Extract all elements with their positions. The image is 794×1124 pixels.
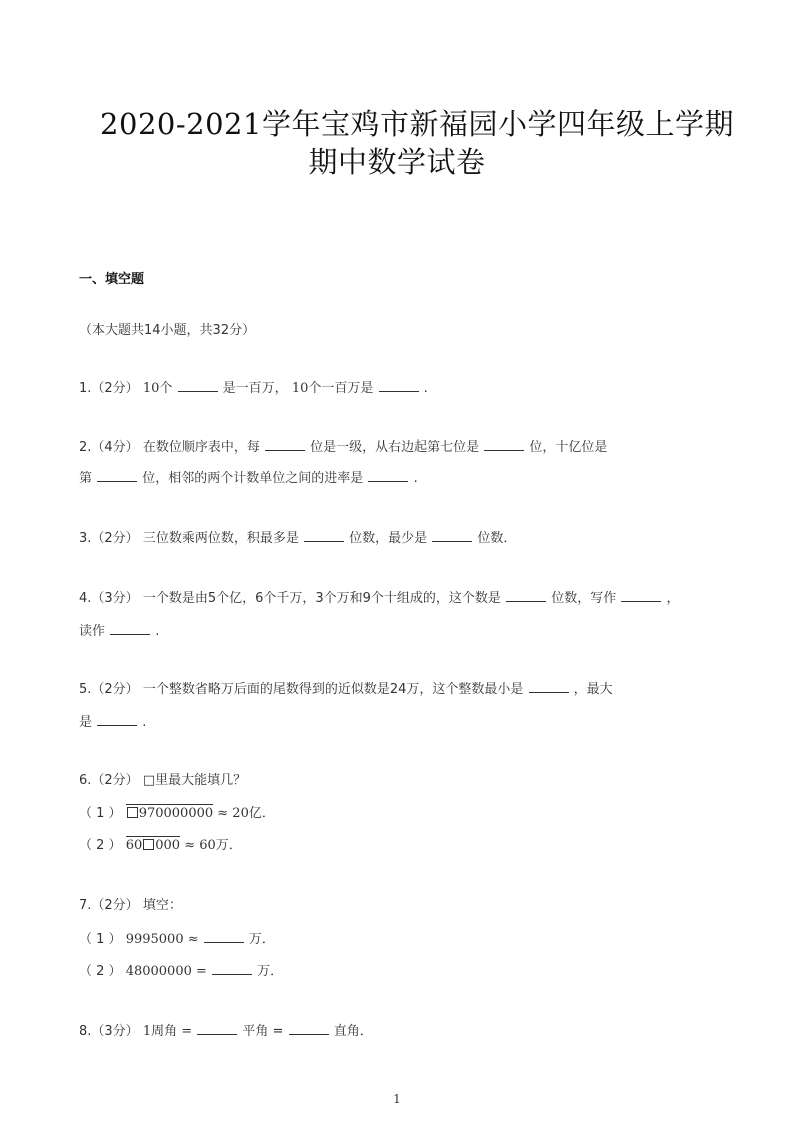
q1-text-c: 10个一百万是 bbox=[291, 381, 374, 396]
q2-text-d: 第 bbox=[79, 471, 93, 486]
q6-head: 6.（2分） bbox=[79, 773, 139, 788]
q4-blank-3[interactable] bbox=[110, 622, 150, 635]
page-number: 1 bbox=[393, 1092, 401, 1106]
answer-box-icon[interactable] bbox=[127, 807, 138, 818]
q2-text-c: 位，十亿位是 bbox=[529, 440, 608, 455]
q7-blank-2[interactable] bbox=[212, 962, 252, 975]
q7-head: 7.（2分） bbox=[79, 898, 139, 913]
q2-end: . bbox=[413, 471, 418, 486]
q4-head: 4.（3分） bbox=[79, 591, 139, 606]
question-3 bbox=[79, 529, 516, 548]
question-5-line-1 bbox=[79, 680, 613, 699]
question-7-sub-2 bbox=[79, 962, 283, 981]
q5-head: 5.（2分） bbox=[79, 682, 139, 697]
q4-end: . bbox=[155, 624, 160, 639]
question-6-sub-2 bbox=[79, 837, 242, 855]
q6-sub-2-digits-pre: 60 bbox=[125, 838, 143, 853]
answer-box-icon[interactable] bbox=[143, 839, 154, 850]
question-5-line-2 bbox=[79, 713, 146, 732]
section-heading: 一、填空题 bbox=[79, 272, 145, 287]
q6-sub-2-label: （ 2 ） bbox=[79, 838, 122, 853]
q7-sub-1-expression: 9995000 ≈ bbox=[125, 932, 199, 947]
question-6-sub-1 bbox=[79, 805, 275, 823]
question-8 bbox=[79, 1022, 373, 1041]
q2-blank-1[interactable] bbox=[265, 438, 305, 451]
q3-text-a: 三位数乘两位数，积最多是 bbox=[142, 531, 299, 546]
q5-text-c: 是 bbox=[79, 715, 93, 730]
q5-blank-1[interactable] bbox=[529, 680, 569, 693]
q5-text-a: 一个整数省略万后面的尾数得到的近似数是24万，这个整数最小是 bbox=[142, 682, 524, 697]
q4-text-a: 一个数是由5个亿，6个千万，3个万和9个十组成的，这个数是 bbox=[142, 591, 501, 606]
q4-blank-1[interactable] bbox=[506, 589, 546, 602]
q7-sub-1-label: （ 1 ） bbox=[79, 932, 122, 947]
q4-text-c: ， bbox=[666, 591, 680, 606]
q8-head: 8.（3分） bbox=[79, 1024, 139, 1039]
section-note: （本大题共14小题，共32分） bbox=[79, 323, 256, 338]
q7-text-a: 填空： bbox=[142, 898, 182, 913]
q6-sub-2-expression bbox=[126, 836, 180, 853]
q7-blank-1[interactable] bbox=[204, 930, 244, 943]
q4-text-d: 读作 bbox=[79, 624, 106, 639]
question-7-sub-1 bbox=[79, 930, 275, 949]
q7-sub-2-expression: 48000000 = bbox=[125, 964, 207, 979]
q3-blank-2[interactable] bbox=[432, 529, 472, 542]
q1-end: . bbox=[423, 381, 428, 396]
q5-end: . bbox=[142, 715, 147, 730]
q5-text-b: ，最大 bbox=[573, 682, 613, 697]
q7-sub-2-unit: 万． bbox=[257, 964, 284, 979]
exam-title-line-2: 期中数学试卷 bbox=[308, 145, 486, 179]
q6-sub-2-digits-post: 000 bbox=[155, 838, 181, 853]
q8-blank-2[interactable] bbox=[289, 1022, 329, 1035]
q2-text-b: 位是一级，从右边起第七位是 bbox=[310, 440, 480, 455]
q8-text-b: 平角 = bbox=[242, 1024, 284, 1039]
q2-blank-2[interactable] bbox=[484, 438, 524, 451]
q2-head: 2.（4分） bbox=[79, 440, 139, 455]
q8-text-a: 1周角 = bbox=[142, 1024, 193, 1039]
q1-blank-1[interactable] bbox=[178, 379, 218, 392]
q2-text-a: 在数位顺序表中，每 bbox=[142, 440, 260, 455]
q8-text-c: 直角． bbox=[333, 1024, 373, 1039]
exam-title-line-1: 2020-2021学年宝鸡市新福园小学四年级上学期 bbox=[100, 107, 734, 141]
q5-blank-2[interactable] bbox=[97, 713, 137, 726]
q3-text-b: 位数，最少是 bbox=[349, 531, 428, 546]
q2-blank-3[interactable] bbox=[97, 469, 137, 482]
question-4-line-1 bbox=[79, 589, 680, 608]
q6-sub-1-rest: ≈ 20亿． bbox=[217, 806, 275, 821]
q1-blank-2[interactable] bbox=[379, 379, 419, 392]
q1-text-a: 10个 bbox=[142, 381, 173, 396]
question-7 bbox=[79, 897, 182, 915]
q6-sub-2-rest: ≈ 60万． bbox=[184, 838, 242, 853]
q3-text-c: 位数． bbox=[477, 531, 517, 546]
q7-sub-2-label: （ 2 ） bbox=[79, 964, 122, 979]
question-4-line-2 bbox=[79, 622, 159, 641]
q1-head: 1.（2分） bbox=[79, 381, 139, 396]
q4-blank-2[interactable] bbox=[621, 589, 661, 602]
q8-blank-1[interactable] bbox=[197, 1022, 237, 1035]
q1-text-b: 是一百万， bbox=[222, 381, 288, 396]
q2-blank-4[interactable] bbox=[368, 469, 408, 482]
q6-text-a: □里最大能填几？ bbox=[142, 773, 247, 788]
q6-sub-1-digits: 970000000 bbox=[138, 806, 214, 821]
q3-head: 3.（2分） bbox=[79, 531, 139, 546]
q4-text-b: 位数，写作 bbox=[551, 591, 617, 606]
q3-blank-1[interactable] bbox=[304, 529, 344, 542]
question-1 bbox=[79, 379, 428, 398]
q7-sub-1-unit: 万． bbox=[248, 932, 275, 947]
question-2-line-2 bbox=[79, 469, 418, 488]
q2-text-e: 位，相邻的两个计数单位之间的进率是 bbox=[142, 471, 364, 486]
q6-sub-1-expression bbox=[126, 804, 213, 821]
question-6 bbox=[79, 772, 246, 790]
question-2-line-1 bbox=[79, 438, 607, 457]
q6-sub-1-label: （ 1 ） bbox=[79, 806, 122, 821]
